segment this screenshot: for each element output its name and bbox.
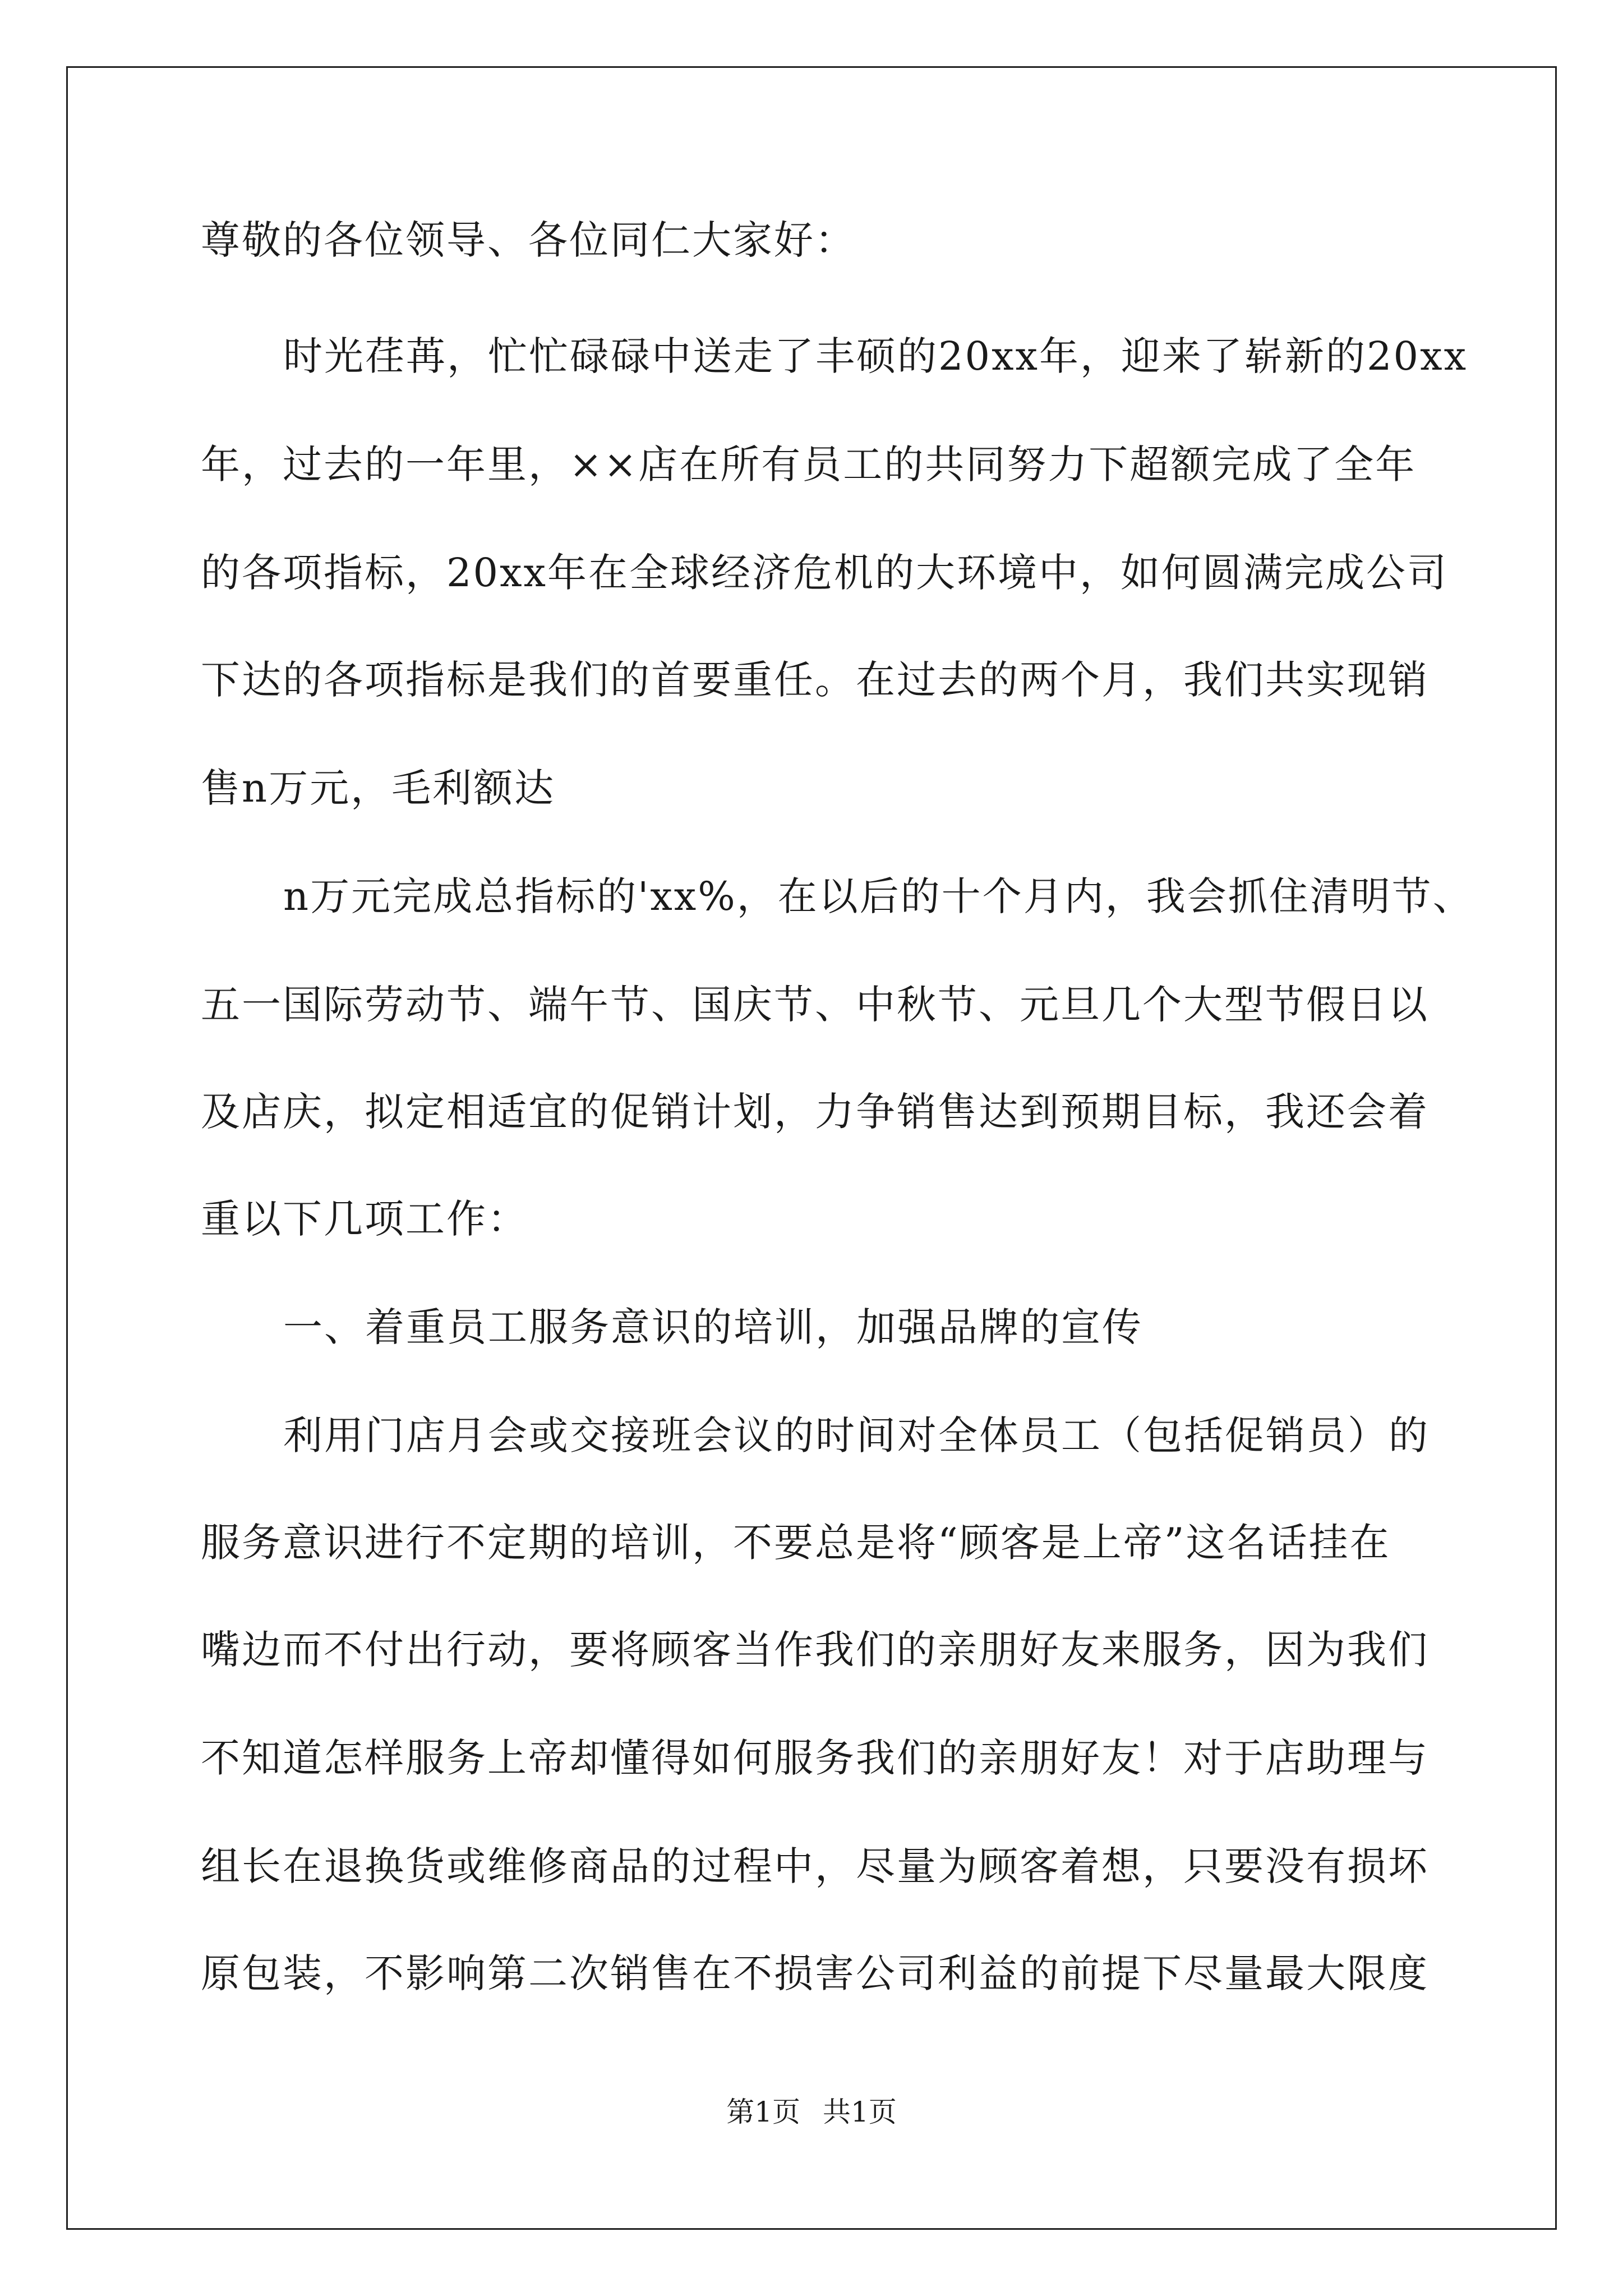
paragraph-line: 不知道怎样服务上帝却懂得如何服务我们的亲朋好友！对于店助理与 (201, 1735, 1429, 1781)
paragraph-line: 原包装，不影响第二次销售在不损害公司利益的前提下尽量最大限度 (201, 1950, 1429, 1996)
page-total: 共1页 (823, 2096, 897, 2128)
page-number: 第1页 (726, 2096, 800, 2128)
paragraph-line: 时光荏苒，忙忙碌碌中送走了丰硕的20xx年，迎来了崭新的20xx (283, 333, 1468, 379)
paragraph-line: 年，过去的一年里，××店在所有员工的共同努力下超额完成了全年 (201, 441, 1417, 487)
paragraph-line: 及店庆，拟定相适宜的促销计划，力争销售达到预期目标，我还会着 (201, 1089, 1429, 1135)
paragraph-line: 利用门店月会或交接班会议的时间对全体员工（包括促销员）的 (283, 1412, 1430, 1458)
paragraph-line: 组长在退换货或维修商品的过程中，尽量为顾客着想，只要没有损坏 (201, 1843, 1429, 1889)
page-border (66, 66, 1557, 2230)
paragraph-line: 服务意识进行不定期的培训，不要总是将“顾客是上帝”这名话挂在 (201, 1520, 1391, 1566)
paragraph-line: 售n万元，毛利额达 (201, 765, 556, 811)
paragraph-line: 嘴边而不付出行动，要将顾客当作我们的亲朋好友来服务，因为我们 (201, 1627, 1429, 1673)
salutation-line: 尊敬的各位领导、各位同仁大家好： (201, 217, 856, 263)
paragraph-line: 重以下几项工作： (201, 1196, 528, 1242)
paragraph-line: 五一国际劳动节、端午节、国庆节、中秋节、元旦几个大型节假日以 (201, 982, 1429, 1028)
paragraph-line: 的各项指标，20xx年在全球经济危机的大环境中，如何圆满完成公司 (201, 550, 1449, 596)
section-heading: 一、着重员工服务意识的培训，加强品牌的宣传 (283, 1304, 1143, 1350)
paragraph-line: 下达的各项指标是我们的首要重任。在过去的两个月，我们共实现销 (201, 657, 1429, 703)
paragraph-line: n万元完成总指标的'xx%，在以后的十个月内，我会抓住清明节、 (283, 873, 1474, 919)
page-footer (0, 2095, 1623, 2129)
